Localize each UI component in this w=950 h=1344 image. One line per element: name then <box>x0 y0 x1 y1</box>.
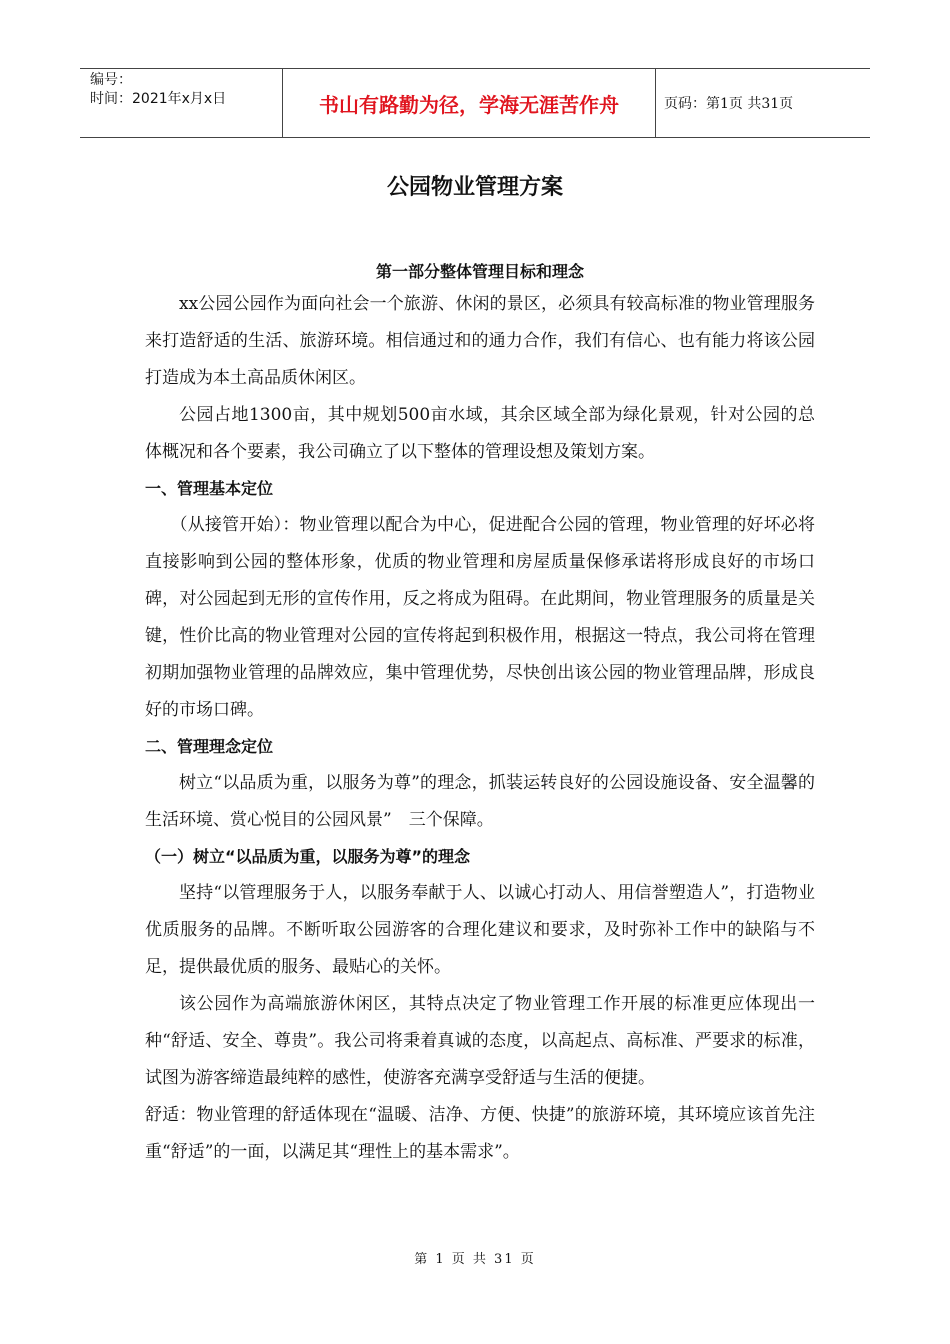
document-title: 公园物业管理方案 <box>386 175 563 200</box>
header-meta <box>80 69 282 137</box>
header-motto: 书山有路勤为径，学海无涯苦作舟 <box>282 69 656 137</box>
number-label: 编号： <box>90 72 132 88</box>
section-heading: 二、管理理念定位 <box>145 737 274 756</box>
header-page-info: 页码：第1页 共31页 <box>664 96 794 112</box>
page-header <box>80 68 870 138</box>
section-heading: 一、管理基本定位 <box>145 479 274 498</box>
paragraph: xx公园公园作为面向社会一个旅游、休闲的景区，必须具有较高标准的物业管理服务来打造舒适的生活、旅游环境。相信通过和的通力合作，我们有信心、也有能力将该公园打造成为本土高品质休闲区。 <box>145 294 815 388</box>
part-title: 第一部分整体管理目标和理念 <box>375 262 584 281</box>
subsection-heading: （一）树立“以品质为重，以服务为尊”的理念 <box>145 847 471 866</box>
paragraph: 树立“以品质为重，以服务为尊”的理念，抓装运转良好的公园设施设备、安全温馨的生活环境、赏心悦目的公园风景” 三个保障。 <box>145 773 815 830</box>
document-body <box>145 258 815 1171</box>
paragraph: 舒适：物业管理的舒适体现在“温暖、洁净、方便、快捷”的旅游环境，其环境应该首先注重“舒适”的一面，以满足其“理性上的基本需求”。 <box>145 1105 815 1162</box>
paragraph: 坚持“以管理服务于人，以服务奉献于人、以诚心打动人、用信誉塑造人”，打造物业优质服务的品牌。不断听取公园游客的合理化建议和要求，及时弥补工作中的缺陷与不足，提供最优质的服务、最贴心的关怀。 <box>145 883 815 977</box>
paragraph: （从接管开始）：物业管理以配合为中心，促进配合公园的管理，物业管理的好坏必将直接影响到公园的整体形象，优质的物业管理和房屋质量保修承诺将形成良好的市场口碑，对公园起到无形的宣传作用，反之将成为阻碍。在此期间，物业管理服务的质量是关键，性价比高的物业管理对公园的宣传将起到积极作用，根据这一特点，我公司将在管理初期加强物业管理的品牌效应，集中管理优势，尽快创出该公园的物业管理品牌，形成良好的市场口碑。 <box>145 515 815 720</box>
paragraph: 公园占地1300亩，其中规划500亩水域，其余区域全部为绿化景观，针对公园的总体概况和各个要素，我公司确立了以下整体的管理设想及策划方案。 <box>145 405 815 462</box>
time-label: 时间：2021年x月x日 <box>90 91 227 107</box>
paragraph: 该公园作为高端旅游休闲区，其特点决定了物业管理工作开展的标准更应体现出一种“舒适、安全、尊贵”。我公司将秉着真诚的态度，以高起点、高标准、严要求的标准，试图为游客缔造最纯粹的感性，使游客充满享受舒适与生活的便捷。 <box>145 994 815 1088</box>
page-footer: 第 1 页 共 31 页 <box>414 1252 536 1267</box>
